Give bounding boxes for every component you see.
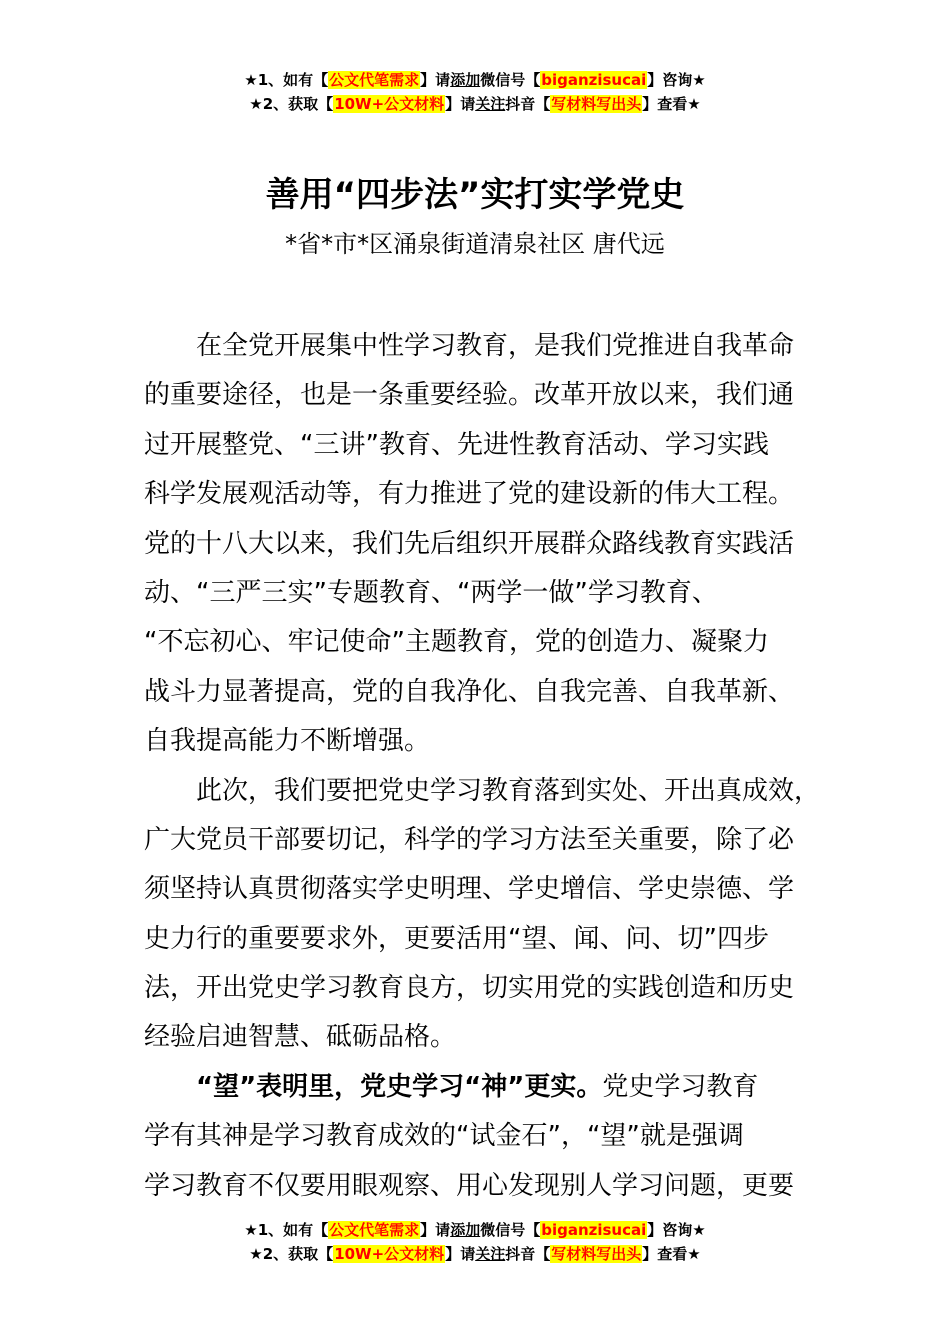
document-byline: *省*市*区涌泉街道清泉社区 唐代远 bbox=[285, 230, 665, 258]
promo-text: 】请 bbox=[420, 71, 451, 89]
promo-underline: 关注 bbox=[475, 95, 506, 113]
paragraph-line: 战斗力显著提高，党的自我净化、自我完善、自我革新、 bbox=[144, 676, 795, 707]
promo-text: ★1、如有【 bbox=[244, 71, 329, 89]
promo-line-1 bbox=[0, 1218, 950, 1242]
promo-underline: 关注 bbox=[475, 1245, 506, 1263]
document-title: 善用“四步法”实打实学党史 bbox=[265, 175, 685, 215]
promo-text: 】咨询★ bbox=[647, 71, 706, 89]
promo-line-2 bbox=[0, 92, 950, 116]
promo-line-1 bbox=[0, 68, 950, 92]
document-body bbox=[144, 322, 834, 1211]
promo-text: 抖音【 bbox=[505, 95, 551, 113]
promo-highlight: 10W+公文材料 bbox=[334, 1245, 445, 1263]
promo-text: ★2、获取【 bbox=[249, 95, 334, 113]
promo-text: 】请 bbox=[420, 1221, 451, 1239]
promo-text: 微信号【 bbox=[480, 71, 541, 89]
promo-text: 】咨询★ bbox=[647, 1221, 706, 1239]
paragraph-line: 法，开出党史学习教育良方，切实用党的实践创造和历史 bbox=[144, 973, 795, 1004]
promo-text: 】查看★ bbox=[642, 95, 701, 113]
promo-banner-bottom bbox=[0, 1218, 950, 1266]
promo-wechat-id: biganzisucai bbox=[541, 1221, 647, 1239]
paragraph-line: 学有其神是学习教育成效的“试金石”，“望”就是强调 bbox=[144, 1121, 744, 1152]
paragraph-line: 过开展整党、“三讲”教育、先进性教育活动、学习实践 bbox=[144, 429, 769, 460]
paragraph-line: 党的十八大以来，我们先后组织开展群众路线教育实践活 bbox=[144, 528, 795, 559]
paragraph-line: “不忘初心、牢记使命”主题教育，党的创造力、凝聚力 bbox=[144, 627, 769, 658]
promo-text: 抖音【 bbox=[505, 1245, 551, 1263]
paragraph-line: 史力行的重要要求外，更要活用“望、闻、问、切”四步 bbox=[144, 923, 769, 954]
promo-highlight: 10W+公文材料 bbox=[334, 95, 445, 113]
promo-text: ★1、如有【 bbox=[244, 1221, 329, 1239]
paragraph-line: 在全党开展集中性学习教育，是我们党推进自我革命 bbox=[196, 331, 795, 361]
paragraph-line: 此次，我们要把党史学习教育落到实处、开出真成效， bbox=[196, 775, 821, 806]
section-heading-line bbox=[144, 1063, 834, 1112]
promo-douyin-id: 写材料写出头 bbox=[551, 95, 642, 113]
promo-text: 】查看★ bbox=[642, 1245, 701, 1263]
promo-douyin-id: 写材料写出头 bbox=[551, 1245, 642, 1263]
section-heading: “望”表明里，党史学习“神”更实。 bbox=[196, 1071, 603, 1102]
section-text: 党史学习教育 bbox=[602, 1071, 759, 1102]
paragraph-line: 经验启迪智慧、砥砺品格。 bbox=[144, 1022, 457, 1053]
promo-highlight: 公文代笔需求 bbox=[329, 1221, 420, 1239]
paragraph-line: 学习教育不仅要用眼观察、用心发现别人学习问题，更要 bbox=[144, 1170, 795, 1201]
paragraph-line: 科学发展观活动等，有力推进了党的建设新的伟大工程。 bbox=[144, 479, 795, 510]
promo-text: ★2、获取【 bbox=[249, 1245, 334, 1263]
paragraph-line: 自我提高能力不断增强。 bbox=[144, 726, 431, 757]
promo-underline: 添加 bbox=[450, 1221, 481, 1239]
promo-line-2 bbox=[0, 1242, 950, 1266]
promo-text: 】请 bbox=[445, 95, 476, 113]
promo-highlight: 公文代笔需求 bbox=[329, 71, 420, 89]
promo-text: 微信号【 bbox=[480, 1221, 541, 1239]
paragraph-line: 动、“三严三实”专题教育、“两学一做”学习教育、 bbox=[144, 577, 718, 608]
promo-underline: 添加 bbox=[450, 71, 481, 89]
paragraph-line: 的重要途径，也是一条重要经验。改革开放以来，我们通 bbox=[144, 380, 795, 411]
promo-text: 】请 bbox=[445, 1245, 476, 1263]
promo-banner-top bbox=[0, 68, 950, 116]
paragraph-line: 须坚持认真贯彻落实学史明理、学史增信、学史崇德、学 bbox=[144, 874, 795, 905]
promo-wechat-id: biganzisucai bbox=[541, 71, 647, 89]
paragraph-line: 广大党员干部要切记，科学的学习方法至关重要，除了必 bbox=[144, 824, 795, 855]
